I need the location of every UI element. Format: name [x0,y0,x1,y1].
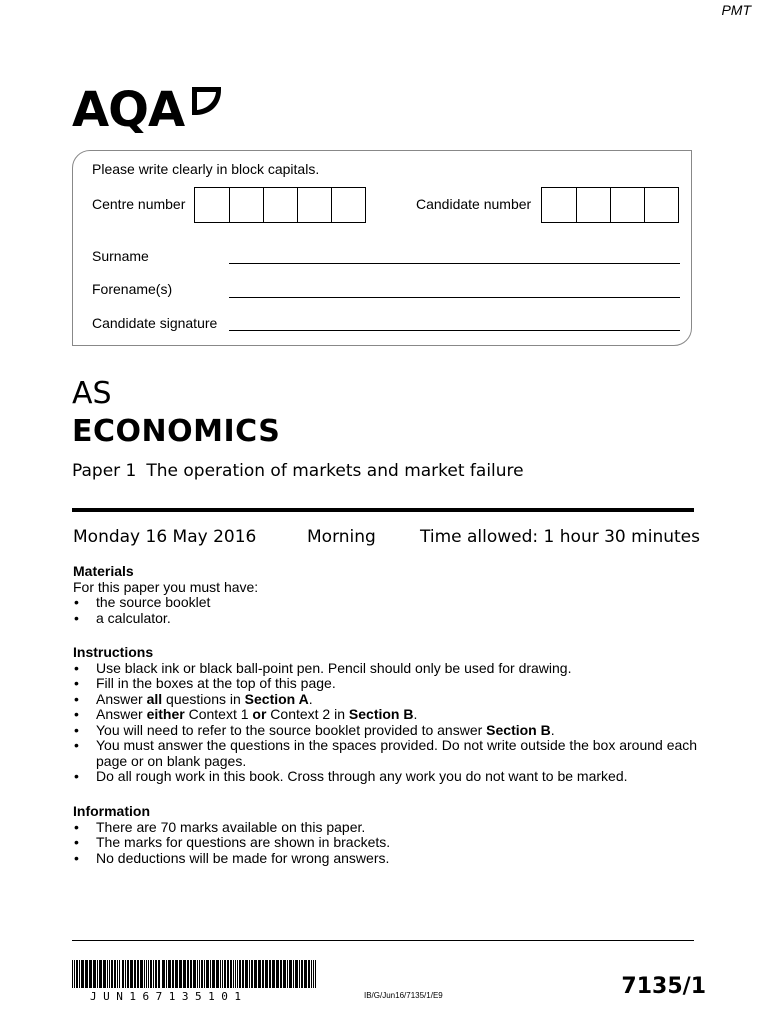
exam-date: Monday 16 May 2016 [73,527,257,547]
barcode-text: JUN167135101 [90,990,248,1003]
paper-title [72,461,524,481]
subject-title: ECONOMICS [72,414,281,449]
forenames-line[interactable] [229,297,680,298]
block-capitals-instruction: Please write clearly in block capitals. [92,161,320,177]
signature-label: Candidate signature [92,315,218,331]
information-item: • No deductions will be made for wrong answers. [73,851,693,867]
candidate-number-boxes[interactable] [541,187,679,223]
time-allowed: Time allowed: 1 hour 30 minutes [420,527,700,547]
paper-code: 7135/1 [621,974,706,999]
forenames-label: Forename(s) [92,281,173,297]
materials-item: • a calculator. [73,611,693,627]
instructions-heading: Instructions [73,644,154,660]
centre-digit-box[interactable] [297,188,331,222]
surname-label: Surname [92,248,149,264]
materials-section [73,564,693,626]
centre-number-label: Centre number [92,196,186,212]
instruction-item: • Do all rough work in this book. Cross through any work you do not want to be marked. [73,769,703,785]
instruction-item: • Answer all questions in Section A. [73,692,703,708]
centre-digit-box[interactable] [229,188,263,222]
materials-item: • the source booklet [73,595,693,611]
information-heading: Information [73,803,150,819]
candidate-digit-box[interactable] [610,188,644,222]
candidate-digit-box[interactable] [542,188,576,222]
qualification-level: AS [72,376,112,411]
centre-digit-box[interactable] [263,188,297,222]
materials-intro: For this paper you must have: [73,578,259,595]
signature-line[interactable] [229,330,680,331]
candidate-details-box [72,150,692,346]
candidate-number-label: Candidate number [416,196,532,212]
barcode-icon [72,960,319,988]
instruction-item: • You must answer the questions in the spaces provided. Do not write outside the box around each page or on blank pages. [73,738,703,769]
centre-digit-box[interactable] [331,188,365,222]
title-divider [72,508,694,512]
footer-divider [72,940,694,941]
instruction-item: • Use black ink or black ball-point pen. Pencil should only be used for drawing. [73,661,703,677]
document-reference: IB/G/Jun16/7135/1/E9 [364,991,443,1000]
materials-heading: Materials [73,563,134,579]
logo-text: AQA [72,82,185,138]
centre-digit-box[interactable] [195,188,229,222]
pmt-watermark: PMT [721,2,751,18]
aqa-logo [72,82,224,138]
instruction-item: • You will need to refer to the source booklet provided to answer Section B. [73,723,703,739]
exam-session: Morning [307,527,376,547]
centre-number-boxes[interactable] [194,187,366,223]
information-section [73,804,693,866]
candidate-digit-box[interactable] [644,188,678,222]
candidate-digit-box[interactable] [576,188,610,222]
instructions-section [73,645,703,785]
instruction-item: • Answer either Context 1 or Context 2 in Section B. [73,707,703,723]
information-item: • There are 70 marks available on this paper. [73,820,693,836]
instruction-item: • Fill in the boxes at the top of this page. [73,676,703,692]
surname-line[interactable] [229,263,680,264]
instructions-list [73,661,703,785]
information-item: • The marks for questions are shown in brackets. [73,835,693,851]
aqa-leaf-icon [188,84,224,120]
paper-name: The operation of markets and market failure [146,461,524,481]
paper-number: Paper 1 [72,461,137,481]
